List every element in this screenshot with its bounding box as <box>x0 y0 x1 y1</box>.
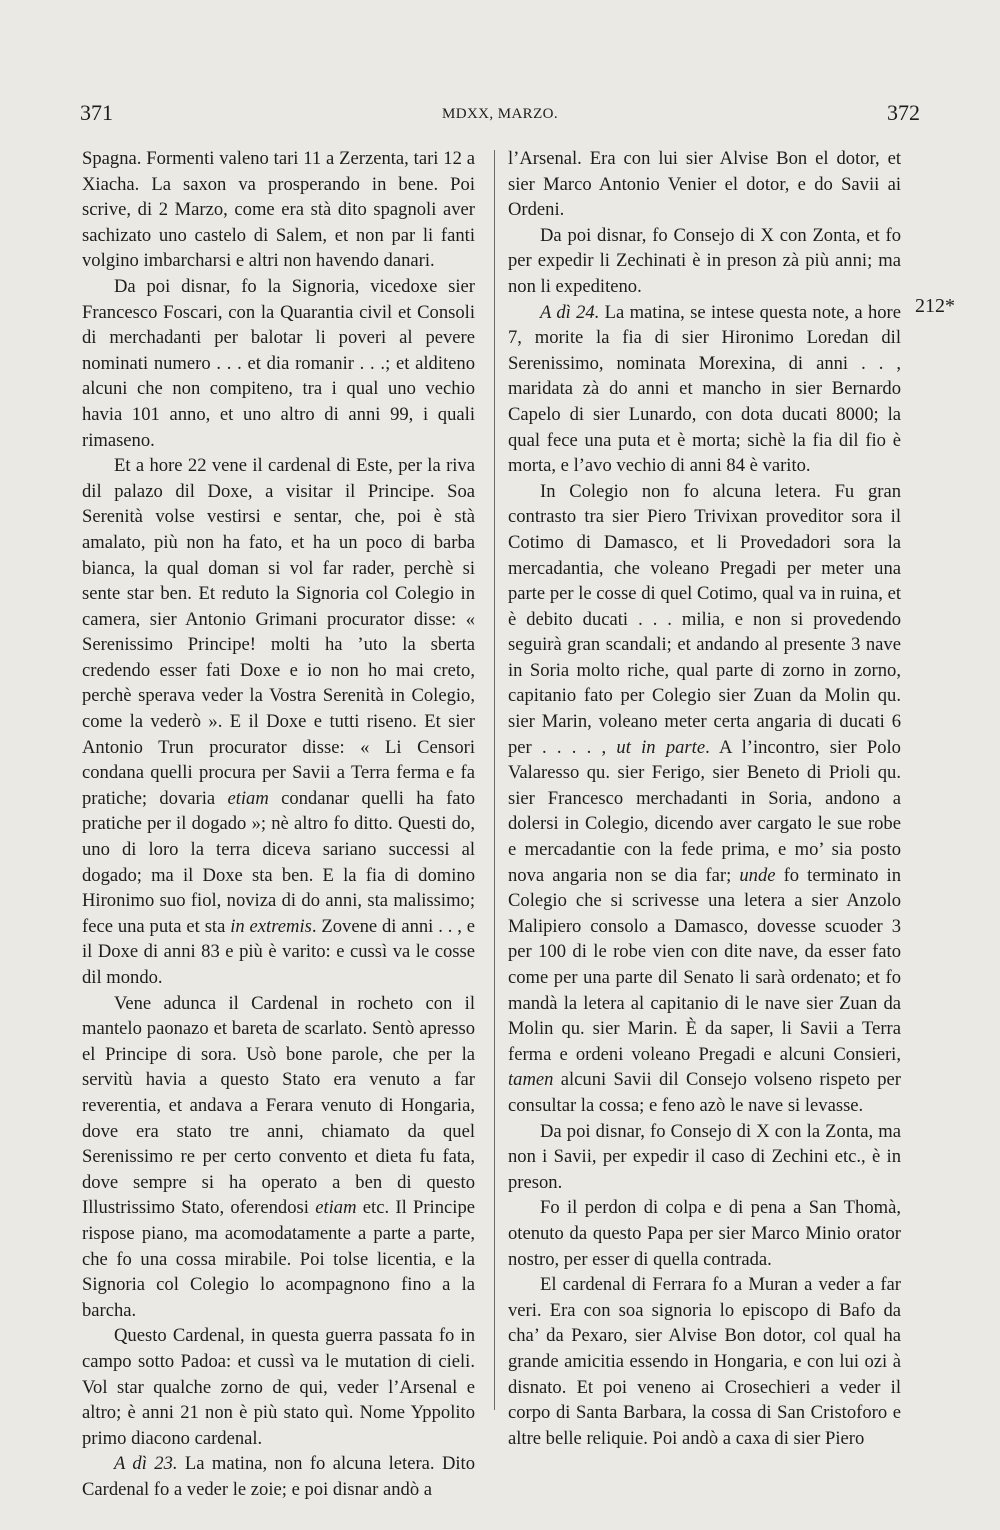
column-divider <box>494 150 495 1410</box>
right-column <box>508 146 901 1451</box>
right-column-paragraph: Fo il perdon di colpa e di pena a San Thomà, otenuto da questo Papa per sier Marco Minio orator nostro, per esser di quella contrada. <box>508 1197 901 1270</box>
running-head <box>80 100 920 136</box>
page-number-right: 372 <box>887 100 920 125</box>
left-column-paragraph: A dì 23. La matina, non fo alcuna letera. Dito Cardenal fo a veder le zoie; e poi disnar andò a <box>82 1453 475 1500</box>
left-column-paragraph: Et a hore 22 vene il cardenal di Este, per la riva dil palazo dil Doxe, a visitar il Principe. Soa Serenità volse vestirsi e sentar, che, poi è stà amalato, più non ha fato, et ha un poco di barba bianca, la qual doman si vol far rader, perchè si sente star ben. Et reduto la Signoria col Colegio in camera, sier Antonio Grimani procurator disse: « Serenissimo Principe! molti ha ’uto la sberta credendo esser fati Doxe e io non ho mai creto, perchè sperava veder la Vostra Serenità in Colegio, come la vederò ». E il Doxe e tutti riseno. Et sier Antonio Trun procurator disse: « Li Censori condana quelli procura per Savii a Terra ferma e fa pratiche; dovaria etiam condanar quelli ha fato pratiche per il dogado »; nè altro fo ditto. Questi do, uno di loro la terra diceva sariano successi al dogado; ma il Doxe sta ben. E la fia di domino Hironimo suo fiol, noviza di do anni, sta malissimo; fece una puta et sta in extremis. Zovene di anni . . , e il Doxe di anni 83 e più è varito: e cussì va le cosse dil mondo. <box>82 455 475 988</box>
right-column-paragraph: Da poi disnar, fo Consejo di X con la Zonta, ma non i Savii, per expedir il caso di Zechini etc., è in preson. <box>508 1120 901 1193</box>
right-column-paragraph: El cardenal di Ferrara fo a Muran a veder a far veri. Era con soa signoria lo episcopo di Bafo da cha’ da Pexaro, sier Alvise Bon dotor, col qual ha grande amicitia essendo in Hongaria, e con lui ozi à disnato. Et poi veneno ai Crosechieri a veder il corpo di Santa Barbara, la cossa di San Cristoforo e altre belle reliquie. Poi andò a caxa di sier Piero <box>508 1274 901 1449</box>
right-column-paragraph: In Colegio non fo alcuna letera. Fu gran contrasto tra sier Piero Trivixan proveditor sora il Cotimo di Damasco, et li Provedadori sora la mercadantia, che voleano Pregadi per meter una parte per le cosse di quel Cotimo, qual va in ruina, et è debito ducati . . . milia, e non si provedendo seguirà gran scandali; et andando al presente 3 nave in Soria molto riche, qual parte di zorno in zorno, capitanio fato per Colegio sier Zuan da Molin qu. sier Marin, voleano meter certa angaria di ducati 6 per . . . . , ut in parte. A l’incontro, sier Polo Valaresso qu. sier Ferigo, sier Beneto di Prioli qu. sier Francesco merchadanti in Soria, andono a dolersi in Colegio, dicendo aver cargato le sue robe e mercadantie con la fede prima, e mo’ sia posto nova angaria non se dia far; unde fo terminato in Colegio che si scrivesse una letera a sier Anzolo Malipiero consolo a Damasco, dovesse scuoder 3 per 100 di le robe vien con dite nave, da esser fato come per una parte dil Senato li sarà ordenato; et fo mandà la letera al capitanio di le nave sier Zuan da Molin qu. sier Marin. È da saper, li Savii a Terra ferma e ordeni voleano Pregadi e alcuni Consieri, tamen alcuni Savii dil Consejo volseno rispeto per consultar la cossa; e feno azò le nave si levasse. <box>508 480 901 1116</box>
right-column-paragraph: A dì 24. La matina, se intese questa note, a hore 7, morite la fia di sier Hironimo Loredan dil Serenissimo, nominata Morexina, di anni . . , maridata zà do anni et mancho in sier Bernardo Capelo di sier Lunardo, con dota ducati 8000; la qual fece una puta et è morta; sichè la fia dil fio è morta, e l’avo vechio di anni 84 è varito. <box>508 301 902 477</box>
right-column-paragraph: Da poi disnar, fo Consejo di X con Zonta, et fo per expedir li Zechinati è in preson zà più anni; ma non li expediteno. <box>508 224 901 297</box>
left-column-paragraph: Vene adunca il Cardenal in rocheto con il mantelo paonazo et bareta de scarlato. Sentò apresso el Principe di sora. Usò bone parole, che per la servitù havia a questo Stato era venuto a far reverentia, et andava a Ferara venuto di Hongaria, dove era stato tre anni, chiamato da quel Serenissimo re per certo convento et dieta fu fata, dove sempre si ha operato a ben di questo Illustrissimo Stato, oferendosi etiam etc. Il Principe rispose piano, ma acomodatamente a parte a parte, che fo una cossa mirabile. Poi tolse licentia, e la Signoria col Colegio lo acompagnono fino a la barcha. <box>82 992 475 1321</box>
page-number-left: 371 <box>80 100 113 125</box>
left-column-paragraph: Da poi disnar, fo la Signoria, vicedoxe sier Francesco Foscari, con la Quarantia civil et Consoli di merchadanti per balotar li poveri al pevere nominati numero . . . et dia romanir . . .; et alditeno alcuni che non compiteno, tra i qual uno vechio havia 101 anno, et uno altro di anni 99, i quali rimaseno. <box>82 275 475 451</box>
margin-page-number: 212* <box>915 295 955 317</box>
left-column <box>82 146 475 1502</box>
left-column-paragraph: Questo Cardenal, in questa guerra passata fo in campo sotto Padoa: et cussì va le mutation di cieli. Vol star qualche zorno de qui, veder l’Arsenal e altro; è anni 21 non è più stato quì. Nome Yppolito primo diacono cardenal. <box>82 1325 475 1449</box>
right-column-paragraph: l’Arsenal. Era con lui sier Alvise Bon el dotor, et sier Marco Antonio Venier el dotor, e do Savii ai Ordeni. <box>508 148 901 221</box>
left-column-paragraph: Spagna. Formenti valeno tari 11 a Zerzenta, tari 12 a Xiacha. La saxon va prosperando in bene. Poi scrive, di 2 Marzo, come era stà dito spagnoli aver sachizato uno castelo di Salem, et non par li fanti volgino imbarcharsi e altri non havendo danari. <box>82 148 475 272</box>
running-title: MDXX, MARZO. <box>441 106 559 122</box>
